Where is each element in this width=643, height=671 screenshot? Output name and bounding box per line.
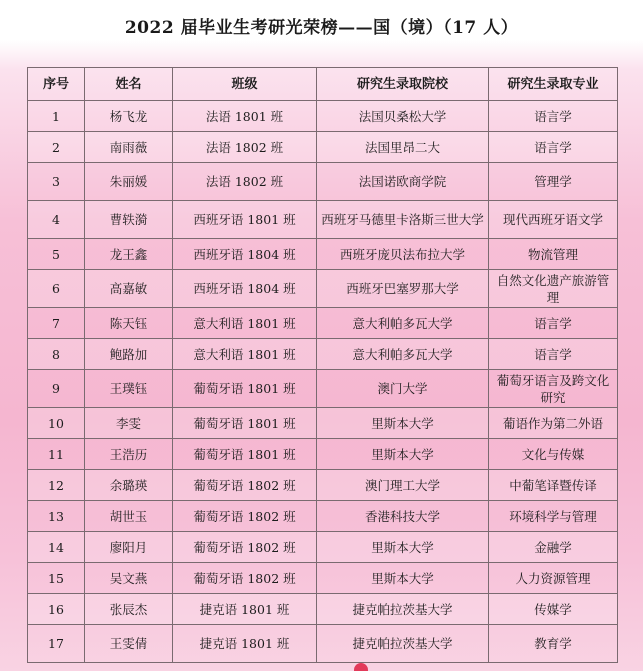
table-row [28,163,618,201]
cell-class: 捷克语 1801 班 [173,625,317,663]
admission-table [27,67,618,663]
cell-class: 西班牙语 1801 班 [173,201,317,239]
cell-no: 9 [28,370,85,408]
table-row [28,625,618,663]
header-school: 研究生录取院校 [317,68,489,101]
cell-no: 5 [28,239,85,270]
table-row [28,239,618,270]
cell-school: 西班牙马德里卡洛斯三世大学 [317,201,489,239]
cell-class: 西班牙语 1804 班 [173,270,317,308]
cell-major: 金融学 [489,532,618,563]
cell-name: 王浩历 [85,439,173,470]
cell-no: 4 [28,201,85,239]
cell-major: 语言学 [489,101,618,132]
table-row [28,594,618,625]
cell-name: 廖阳月 [85,532,173,563]
table-header-row [28,68,618,101]
cell-name: 李雯 [85,408,173,439]
cell-no: 3 [28,163,85,201]
cell-no: 12 [28,470,85,501]
cell-no: 1 [28,101,85,132]
cell-name: 高嘉敏 [85,270,173,308]
header-name: 姓名 [85,68,173,101]
cell-major: 现代西班牙语文学 [489,201,618,239]
cell-school: 里斯本大学 [317,439,489,470]
cell-school: 里斯本大学 [317,563,489,594]
cell-school: 法国贝桑松大学 [317,101,489,132]
table-row [28,101,618,132]
cell-no: 14 [28,532,85,563]
cell-no: 10 [28,408,85,439]
cell-major: 教育学 [489,625,618,663]
cell-name: 王璞钰 [85,370,173,408]
cell-class: 法语 1801 班 [173,101,317,132]
cell-major: 语言学 [489,132,618,163]
cell-school: 捷克帕拉茨基大学 [317,594,489,625]
cell-major: 文化与传媒 [489,439,618,470]
cell-major: 传媒学 [489,594,618,625]
table-row [28,470,618,501]
cell-no: 7 [28,308,85,339]
table-row [28,563,618,594]
cell-school: 香港科技大学 [317,501,489,532]
table-row [28,201,618,239]
cell-name: 胡世玉 [85,501,173,532]
cell-class: 葡萄牙语 1801 班 [173,408,317,439]
cell-no: 11 [28,439,85,470]
cell-class: 葡萄牙语 1802 班 [173,532,317,563]
cell-school: 西班牙庞贝法布拉大学 [317,239,489,270]
cell-name: 吴文燕 [85,563,173,594]
cell-name: 余璐瑛 [85,470,173,501]
cell-school: 澳门理工大学 [317,470,489,501]
cell-major: 环境科学与管理 [489,501,618,532]
cell-school: 捷克帕拉茨基大学 [317,625,489,663]
table-row [28,408,618,439]
cell-major: 葡语作为第二外语 [489,408,618,439]
decorative-dot [354,663,368,671]
cell-school: 法国诺欧商学院 [317,163,489,201]
table-row [28,308,618,339]
cell-major: 物流管理 [489,239,618,270]
cell-class: 葡萄牙语 1801 班 [173,370,317,408]
cell-class: 意大利语 1801 班 [173,308,317,339]
cell-major: 管理学 [489,163,618,201]
cell-school: 法国里昂二大 [317,132,489,163]
cell-name: 南雨薇 [85,132,173,163]
cell-no: 17 [28,625,85,663]
cell-school: 里斯本大学 [317,408,489,439]
cell-no: 13 [28,501,85,532]
cell-class: 法语 1802 班 [173,132,317,163]
cell-class: 葡萄牙语 1802 班 [173,470,317,501]
table-row [28,439,618,470]
cell-class: 葡萄牙语 1802 班 [173,501,317,532]
header-class: 班级 [173,68,317,101]
table-row [28,270,618,308]
cell-name: 陈天钰 [85,308,173,339]
cell-no: 6 [28,270,85,308]
header-no: 序号 [28,68,85,101]
cell-major: 自然文化遗产旅游管理 [489,270,618,308]
cell-name: 杨飞龙 [85,101,173,132]
cell-name: 朱丽媛 [85,163,173,201]
cell-name: 龙王鑫 [85,239,173,270]
cell-no: 8 [28,339,85,370]
cell-class: 葡萄牙语 1801 班 [173,439,317,470]
cell-major: 语言学 [489,308,618,339]
header-major: 研究生录取专业 [489,68,618,101]
cell-school: 澳门大学 [317,370,489,408]
table-row [28,370,618,408]
page-title: 2022 届毕业生考研光荣榜——国（境）（17 人） [124,18,519,38]
cell-school: 意大利帕多瓦大学 [317,308,489,339]
cell-class: 法语 1802 班 [173,163,317,201]
cell-major: 语言学 [489,339,618,370]
cell-school: 里斯本大学 [317,532,489,563]
table-row [28,532,618,563]
table-row [28,501,618,532]
cell-no: 16 [28,594,85,625]
cell-class: 葡萄牙语 1802 班 [173,563,317,594]
cell-school: 西班牙巴塞罗那大学 [317,270,489,308]
cell-no: 15 [28,563,85,594]
cell-name: 曹轶漪 [85,201,173,239]
cell-major: 中葡笔译暨传译 [489,470,618,501]
table-row [28,132,618,163]
cell-major: 葡萄牙语言及跨文化研究 [489,370,618,408]
cell-no: 2 [28,132,85,163]
cell-name: 张辰杰 [85,594,173,625]
cell-school: 意大利帕多瓦大学 [317,339,489,370]
cell-major: 人力资源管理 [489,563,618,594]
table-row [28,339,618,370]
cell-class: 意大利语 1801 班 [173,339,317,370]
cell-name: 王雯倩 [85,625,173,663]
cell-name: 鲍路加 [85,339,173,370]
cell-class: 捷克语 1801 班 [173,594,317,625]
cell-class: 西班牙语 1804 班 [173,239,317,270]
